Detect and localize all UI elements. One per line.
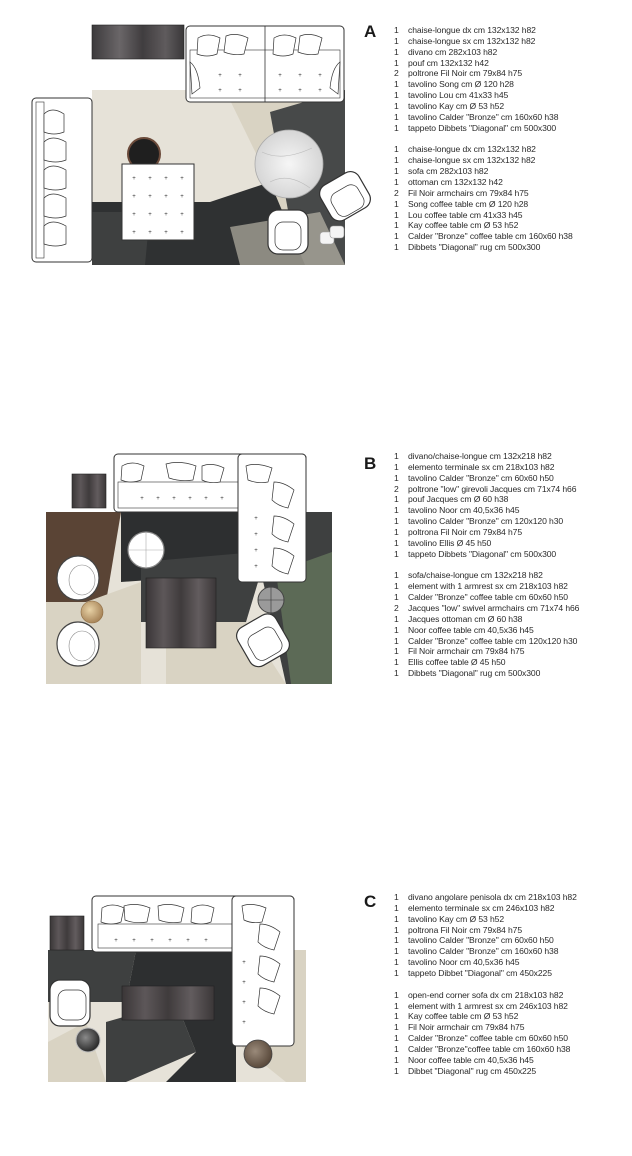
song-table-a: [255, 130, 323, 198]
item-quantity: 1: [394, 892, 399, 902]
item-description: Kay coffee table cm Ø 53 h52: [408, 220, 519, 231]
item-description: tavolino Calder "Bronze" cm 160x60 h38: [408, 946, 559, 957]
item-quantity: 1: [394, 913, 399, 924]
list-item: [394, 47, 573, 58]
svg-text:+: +: [298, 73, 302, 79]
calder-table-b-large: [146, 578, 216, 648]
svg-text:+: +: [186, 938, 190, 944]
svg-text:+: +: [148, 230, 152, 236]
item-description: tavolino Ellis Ø 45 h50: [408, 537, 492, 548]
svg-text:+: +: [218, 73, 222, 79]
list-item: [394, 123, 573, 134]
item-quantity: 1: [394, 79, 399, 90]
list-item: [394, 451, 579, 462]
list-item: [394, 549, 579, 560]
list-item: [394, 1022, 577, 1033]
list-english: [394, 570, 579, 678]
svg-text:+: +: [164, 230, 168, 236]
svg-text:+: +: [164, 212, 168, 218]
item-quantity: 2: [394, 68, 399, 79]
jacques-armchair-b1: [57, 556, 99, 600]
item-description: poltrone Fil Noir cm 79x84 h75: [408, 68, 523, 79]
svg-text:+: +: [148, 212, 152, 218]
item-quantity: 1: [394, 592, 399, 603]
floor-plan-a: [30, 22, 345, 267]
list-item: [394, 1066, 577, 1077]
list-item: [394, 166, 573, 177]
svg-text:+: +: [148, 176, 152, 182]
list-item: [394, 1055, 577, 1066]
item-description: Jacques ottoman cm Ø 60 h38: [408, 613, 523, 624]
item-quantity: 1: [394, 90, 399, 101]
item-quantity: 1: [394, 657, 399, 668]
list-item: [394, 25, 573, 36]
item-quantity: 1: [394, 537, 399, 548]
list-item: [394, 199, 573, 210]
item-quantity: 1: [394, 516, 399, 527]
list-item: [394, 1033, 577, 1044]
svg-text:+: +: [180, 176, 184, 182]
list-item: [394, 101, 573, 112]
list-item: [394, 484, 579, 495]
item-description: tappeto Dibbets "Diagonal" cm 500x300: [408, 122, 557, 133]
item-description: Song coffee table cm Ø 120 h28: [408, 198, 529, 209]
item-description: chaise-longue sx cm 132x132 h82: [408, 155, 536, 166]
item-description: tavolino Lou cm 41x33 h45: [408, 90, 509, 101]
item-quantity: 1: [394, 242, 399, 253]
list-italian: [394, 892, 577, 979]
item-description: Jacques "low" swivel armchairs cm 71x74 h66: [408, 602, 580, 613]
svg-text:+: +: [242, 1020, 246, 1026]
list-item: [394, 36, 573, 47]
list-item: [394, 1001, 577, 1012]
list-item: [394, 177, 573, 188]
svg-text:+: +: [132, 938, 136, 944]
svg-text:+: +: [254, 532, 258, 538]
floor-plan-c: [46, 892, 308, 1084]
section-letter-a: A: [364, 22, 377, 41]
list-item: [394, 188, 573, 199]
item-description: divano/chaise-longue cm 132x218 h82: [408, 451, 552, 461]
item-quantity: 1: [394, 1033, 399, 1044]
list-item: [394, 473, 579, 484]
item-quantity: 1: [394, 613, 399, 624]
item-quantity: 1: [394, 957, 399, 968]
list-item: [394, 1011, 577, 1022]
list-item: [394, 957, 577, 968]
item-description: Dibbet "Diagonal" rug cm 450x225: [408, 1065, 537, 1076]
svg-text:+: +: [238, 88, 242, 94]
item-quantity: 1: [394, 989, 399, 1000]
svg-text:+: +: [298, 88, 302, 94]
sofa-top-a: [186, 26, 344, 102]
item-description: divano cm 282x103 h82: [408, 46, 498, 57]
item-quantity: 1: [394, 624, 399, 635]
ellis-table-b: [258, 587, 284, 613]
list-item: [394, 892, 577, 903]
list-english: [394, 144, 573, 252]
item-quantity: 1: [394, 1043, 399, 1054]
list-item: [394, 935, 577, 946]
list-item: [394, 516, 579, 527]
svg-text:+: +: [254, 516, 258, 522]
list-item: [394, 538, 579, 549]
list-english: [394, 990, 577, 1077]
noor-table-c: [244, 1040, 272, 1068]
item-quantity: 1: [394, 1054, 399, 1065]
section-letter-b: B: [364, 454, 377, 473]
section-letter-c: C: [364, 892, 377, 911]
item-quantity: 1: [394, 548, 399, 559]
item-description: chaise-longue dx cm 132x132 h82: [408, 144, 536, 155]
list-item: [394, 614, 579, 625]
armchair-fil-noir-a2: [268, 210, 308, 254]
item-description: Calder "Bronze" coffee table cm 120x120 h30: [408, 635, 578, 646]
item-description: Noor coffee table cm 40,5x36 h45: [408, 1054, 534, 1065]
list-item: [394, 58, 573, 69]
list-item: [394, 903, 577, 914]
item-quantity: 1: [394, 924, 399, 935]
svg-text:+: +: [204, 938, 208, 944]
noor-table-b: [81, 601, 103, 623]
furniture-list-b: [394, 451, 579, 679]
item-description: tappeto Dibbets "Diagonal" cm 500x300: [408, 548, 557, 559]
svg-text:+: +: [140, 496, 144, 502]
item-description: tavolino Calder "Bronze" cm 160x60 h38: [408, 111, 559, 122]
list-item: [394, 220, 573, 231]
item-quantity: 1: [394, 1011, 399, 1022]
item-quantity: 1: [394, 1000, 399, 1011]
svg-text:+: +: [172, 496, 176, 502]
list-item: [394, 603, 579, 614]
item-description: Fil Noir armchair cm 79x84 h75: [408, 646, 525, 657]
item-description: Lou coffee table cm 41x33 h45: [408, 209, 523, 220]
item-quantity: 1: [394, 505, 399, 516]
svg-text:+: +: [242, 960, 246, 966]
item-quantity: 1: [394, 451, 399, 461]
list-italian: [394, 451, 579, 559]
item-quantity: 1: [394, 1022, 399, 1033]
svg-text:+: +: [132, 194, 136, 200]
list-item: [394, 527, 579, 538]
svg-text:+: +: [180, 212, 184, 218]
item-description: tavolino Kay cm Ø 53 h52: [408, 100, 505, 111]
item-quantity: 1: [394, 646, 399, 657]
item-quantity: 1: [394, 946, 399, 957]
item-description: tavolino Song cm Ø 120 h28: [408, 79, 514, 90]
list-item: [394, 968, 577, 979]
list-item: [394, 592, 579, 603]
svg-text:+: +: [242, 980, 246, 986]
calder-table-c-large: [122, 986, 214, 1020]
list-item: [394, 636, 579, 647]
svg-text:+: +: [254, 548, 258, 554]
svg-text:+: +: [204, 496, 208, 502]
list-item: [394, 581, 579, 592]
kay-table-c: [76, 1028, 100, 1052]
item-description: pouf cm 132x132 h42: [408, 57, 489, 68]
list-item: [394, 646, 579, 657]
item-description: poltrone "low" girevoli Jacques cm 71x74 h66: [408, 483, 577, 494]
svg-text:+: +: [164, 176, 168, 182]
item-quantity: 1: [394, 144, 399, 155]
item-description: sofa cm 282x103 h82: [408, 166, 489, 177]
list-item: [394, 79, 573, 90]
ottoman-a: [122, 164, 194, 240]
item-quantity: 1: [394, 122, 399, 133]
svg-text:+: +: [148, 194, 152, 200]
armchair-fil-noir-c: [50, 980, 90, 1026]
svg-text:+: +: [180, 194, 184, 200]
list-item: [394, 90, 573, 101]
list-item: [394, 112, 573, 123]
item-quantity: 1: [394, 220, 399, 231]
list-item: [394, 494, 579, 505]
svg-text:+: +: [180, 230, 184, 236]
svg-text:+: +: [218, 88, 222, 94]
svg-text:+: +: [238, 73, 242, 79]
item-quantity: 1: [394, 46, 399, 57]
item-description: Calder "Bronze" coffee table cm 60x60 h50: [408, 1033, 568, 1044]
list-item: [394, 914, 577, 925]
item-quantity: 1: [394, 25, 399, 35]
item-description: chaise-longue sx cm 132x132 h82: [408, 35, 536, 46]
sofa-left-a: [32, 98, 92, 262]
item-quantity: 1: [394, 902, 399, 913]
item-description: tavolino Calder "Bronze" cm 60x60 h50: [408, 935, 554, 946]
svg-text:+: +: [318, 88, 322, 94]
item-description: Calder "Bronze" coffee table cm 160x60 h38: [408, 231, 573, 242]
item-description: open-end corner sofa dx cm 218x103 h82: [408, 989, 564, 1000]
svg-text:+: +: [150, 938, 154, 944]
calder-table-b-small: [72, 474, 106, 508]
item-description: elemento terminale sx cm 218x103 h82: [408, 461, 555, 472]
item-quantity: 1: [394, 209, 399, 220]
list-item: [394, 210, 573, 221]
item-description: tavolino Kay cm Ø 53 h52: [408, 913, 505, 924]
item-description: poltrona Fil Noir cm 79x84 h75: [408, 526, 523, 537]
item-quantity: 1: [394, 472, 399, 483]
item-description: elemento terminale sx cm 246x103 h82: [408, 902, 555, 913]
svg-text:+: +: [254, 564, 258, 570]
item-description: poltrona Fil Noir cm 79x84 h75: [408, 924, 523, 935]
item-quantity: 1: [394, 35, 399, 46]
list-item: [394, 68, 573, 79]
svg-text:+: +: [188, 496, 192, 502]
item-quantity: 1: [394, 570, 399, 581]
item-description: Dibbets "Diagonal" rug cm 500x300: [408, 668, 541, 679]
item-quantity: 1: [394, 461, 399, 472]
svg-text:+: +: [242, 1000, 246, 1006]
svg-text:+: +: [156, 496, 160, 502]
svg-text:+: +: [318, 73, 322, 79]
item-quantity: 1: [394, 494, 399, 505]
calder-table-a: [92, 25, 184, 59]
svg-text:+: +: [164, 194, 168, 200]
svg-text:+: +: [168, 938, 172, 944]
svg-text:+: +: [114, 938, 118, 944]
list-item: [394, 242, 573, 253]
item-description: divano angolare penisola dx cm 218x103 h82: [408, 892, 577, 902]
item-quantity: 2: [394, 602, 399, 613]
list-item: [394, 155, 573, 166]
item-description: element with 1 armrest sx cm 218x103 h82: [408, 581, 568, 592]
calder-table-c-small: [50, 916, 84, 950]
item-quantity: 1: [394, 526, 399, 537]
jacques-armchair-b2: [57, 622, 99, 666]
item-description: sofa/chaise-longue cm 132x218 h82: [408, 570, 543, 581]
list-item: [394, 231, 573, 242]
item-quantity: 1: [394, 198, 399, 209]
item-quantity: 2: [394, 483, 399, 494]
item-quantity: 1: [394, 111, 399, 122]
item-quantity: 1: [394, 155, 399, 166]
list-item: [394, 657, 579, 668]
item-quantity: 1: [394, 100, 399, 111]
list-item: [394, 505, 579, 516]
item-description: Dibbets "Diagonal" rug cm 500x300: [408, 242, 541, 253]
item-quantity: 1: [394, 668, 399, 679]
list-item: [394, 1044, 577, 1055]
item-quantity: 2: [394, 187, 399, 198]
list-item: [394, 946, 577, 957]
svg-text:+: +: [278, 73, 282, 79]
list-item: [394, 462, 579, 473]
svg-text:+: +: [132, 212, 136, 218]
item-description: tappeto Dibbet "Diagonal" cm 450x225: [408, 967, 552, 978]
list-item: [394, 625, 579, 636]
item-description: Calder "Bronze"coffee table cm 160x60 h38: [408, 1043, 571, 1054]
item-description: pouf Jacques cm Ø 60 h38: [408, 494, 509, 505]
item-description: tavolino Noor cm 40,5x36 h45: [408, 957, 520, 968]
list-item: [394, 144, 573, 155]
svg-text:+: +: [278, 88, 282, 94]
item-quantity: 1: [394, 967, 399, 978]
svg-text:+: +: [132, 230, 136, 236]
svg-text:+: +: [132, 176, 136, 182]
item-description: ottoman cm 132x132 h42: [408, 176, 503, 187]
list-item: [394, 990, 577, 1001]
list-item: [394, 668, 579, 679]
item-description: tavolino Calder "Bronze" cm 120x120 h30: [408, 516, 564, 527]
item-quantity: 1: [394, 176, 399, 187]
item-description: element with 1 armrest sx cm 246x103 h82: [408, 1000, 568, 1011]
furniture-list-c: [394, 892, 577, 1077]
list-italian: [394, 25, 573, 133]
item-description: tavolino Noor cm 40,5x36 h45: [408, 505, 520, 516]
item-quantity: 1: [394, 57, 399, 68]
item-description: Fil Noir armchairs cm 79x84 h75: [408, 187, 529, 198]
item-description: tavolino Calder "Bronze" cm 60x60 h50: [408, 472, 554, 483]
item-description: Ellis coffee table Ø 45 h50: [408, 657, 506, 668]
item-description: chaise-longue dx cm 132x132 h82: [408, 25, 536, 35]
list-item: [394, 570, 579, 581]
floor-plan-b: [46, 452, 336, 687]
item-quantity: 1: [394, 231, 399, 242]
item-quantity: 1: [394, 935, 399, 946]
jacques-ottoman-b: [128, 532, 164, 568]
item-quantity: 1: [394, 1065, 399, 1076]
item-description: Fil Noir armchair cm 79x84 h75: [408, 1022, 525, 1033]
svg-text:+: +: [220, 496, 224, 502]
list-item: [394, 925, 577, 936]
item-quantity: 1: [394, 635, 399, 646]
item-description: Calder "Bronze" coffee table cm 60x60 h50: [408, 592, 568, 603]
item-quantity: 1: [394, 581, 399, 592]
item-description: Noor coffee table cm 40,5x36 h45: [408, 624, 534, 635]
furniture-list-a: [394, 25, 573, 253]
item-description: Kay coffee table cm Ø 53 h52: [408, 1011, 519, 1022]
item-quantity: 1: [394, 166, 399, 177]
